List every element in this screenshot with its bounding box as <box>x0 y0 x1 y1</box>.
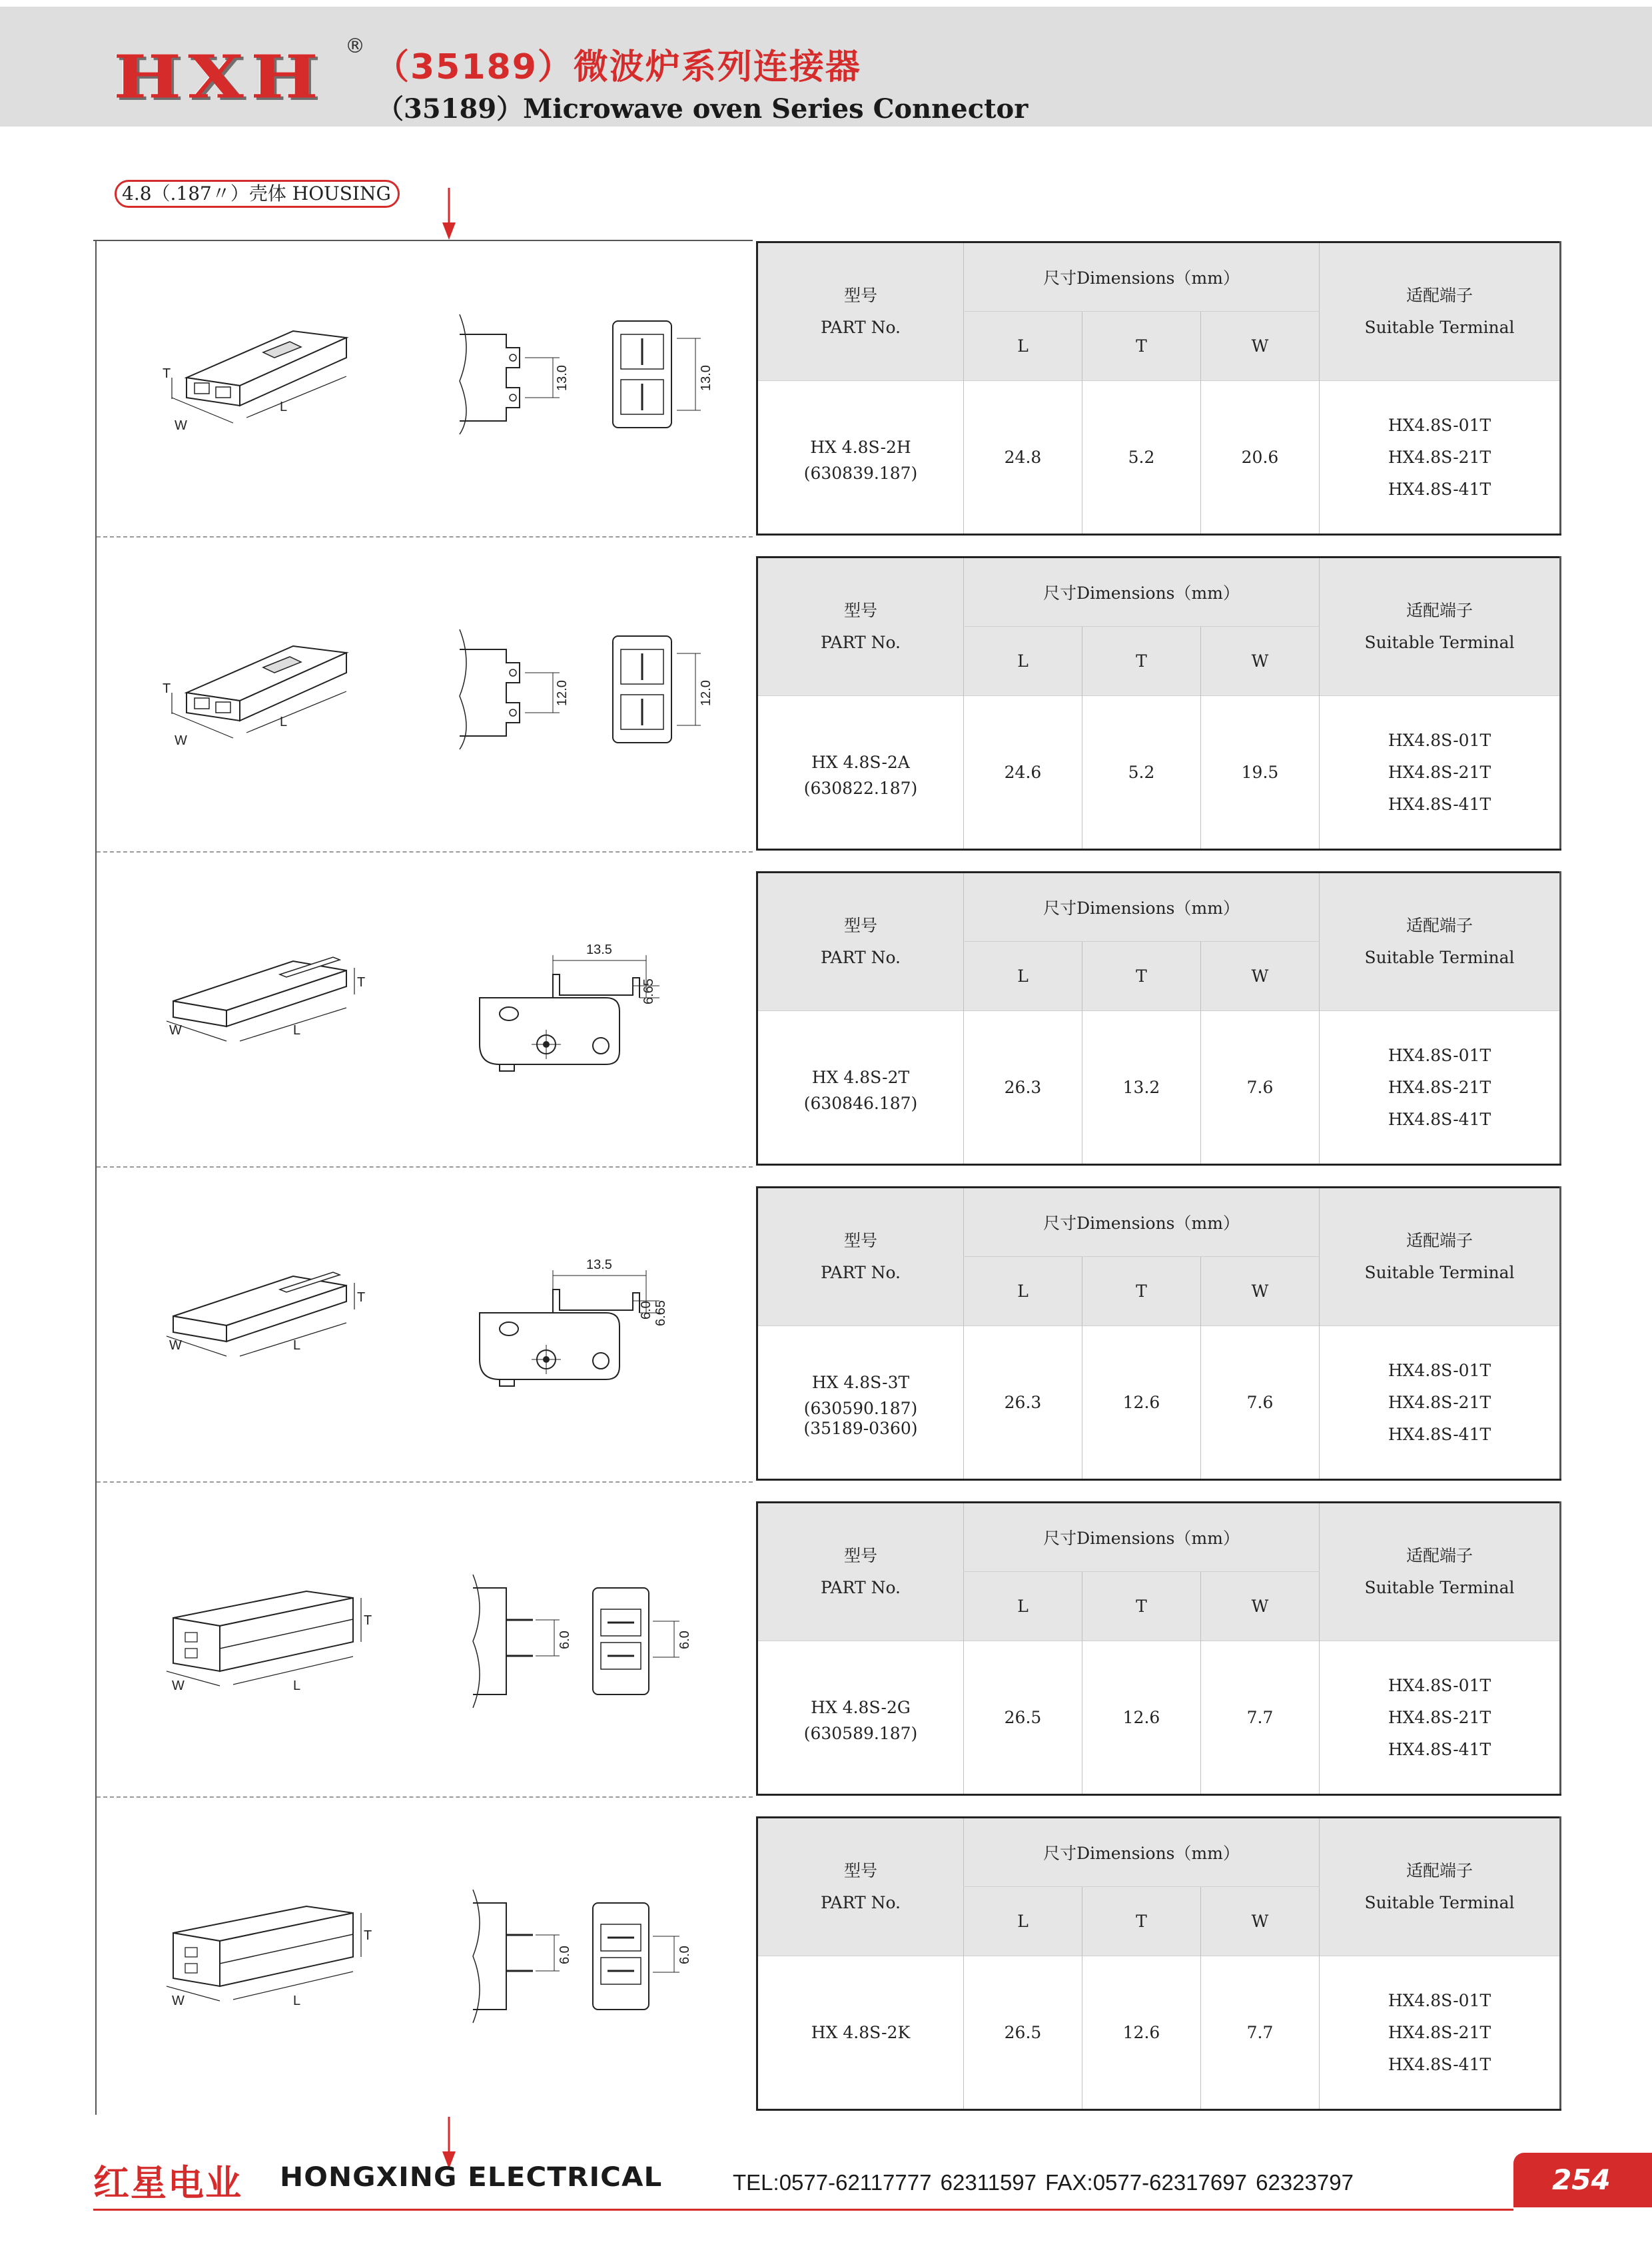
terminal-cell <box>1320 696 1561 850</box>
col-w-header: W <box>1201 1257 1320 1326</box>
housing-tech-drawing <box>453 1253 733 1399</box>
housing-tech-drawing <box>453 623 733 756</box>
tech-drawing-1 <box>453 308 733 444</box>
frame-top-line <box>93 240 753 241</box>
housing-iso-drawing <box>147 1263 373 1389</box>
iso-drawing-6 <box>147 1893 373 2022</box>
row-divider <box>97 1166 753 1168</box>
terminal-item: HX4.8S-01T <box>1388 415 1491 435</box>
part-code: (35189-0360) <box>803 1418 918 1438</box>
col-l-header: L <box>964 1887 1082 1956</box>
terminal-header: 适配端子 Suitable Terminal <box>1320 242 1561 381</box>
iso-dim-label: L <box>293 1023 301 1038</box>
tech-dim-label: 13.0 <box>555 365 570 391</box>
dimensions-header: 尺寸Dimensions（mm） <box>964 1503 1320 1572</box>
col-w-header: W <box>1201 1887 1320 1956</box>
spec-table <box>756 1816 1561 2111</box>
iso-dim-label: T <box>364 1928 372 1943</box>
iso-dim-label: T <box>357 975 366 990</box>
col-t-header: T <box>1082 1257 1201 1326</box>
tech-dim-label: 6.0 <box>558 1946 572 1964</box>
part-number: HX 4.8S-2H <box>810 437 911 457</box>
dim-t-value: 5.2 <box>1082 381 1201 535</box>
iso-dim-label: T <box>357 1290 366 1305</box>
iso-dim-label: L <box>293 1994 301 2008</box>
spec-table <box>756 241 1561 536</box>
col-t-header: T <box>1082 1887 1201 1956</box>
dim-w-value: 7.6 <box>1201 1011 1320 1165</box>
iso-dim-label: T <box>163 681 171 696</box>
page-number: 254 <box>1513 2153 1652 2207</box>
col-w-header: W <box>1201 312 1320 381</box>
terminal-item: HX4.8S-41T <box>1388 1424 1491 1444</box>
dim-t-value: 13.2 <box>1082 1011 1201 1165</box>
iso-dim-label: W <box>169 1338 182 1353</box>
tech-dim-label: 6.0 <box>558 1631 572 1649</box>
spec-table <box>756 556 1561 851</box>
iso-dim-label: T <box>163 366 171 381</box>
col-t-header: T <box>1082 312 1201 381</box>
dim-l-value: 26.5 <box>964 1641 1082 1795</box>
dim-l-value: 26.3 <box>964 1326 1082 1480</box>
part-number-cell <box>757 696 964 850</box>
row-divider <box>97 1796 753 1798</box>
frame-left-line <box>95 240 97 2115</box>
tech-dim-label: 13.0 <box>699 365 713 391</box>
iso-dim-label: W <box>169 1023 182 1038</box>
terminal-item: HX4.8S-21T <box>1388 2022 1491 2042</box>
part-no-header: 型号 PART No. <box>757 1188 964 1326</box>
terminal-cell <box>1320 1956 1561 2110</box>
dim-l-value: 24.6 <box>964 696 1082 850</box>
terminal-item: HX4.8S-21T <box>1388 1707 1491 1727</box>
dim-w-value: 19.5 <box>1201 696 1320 850</box>
row-divider <box>97 536 753 538</box>
dim-l-value: 24.8 <box>964 381 1082 535</box>
terminal-cell <box>1320 1326 1561 1480</box>
part-number: HX 4.8S-2A <box>811 752 910 772</box>
terminal-item: HX4.8S-01T <box>1388 1675 1491 1695</box>
housing-iso-drawing <box>147 1893 373 2020</box>
terminal-item: HX4.8S-21T <box>1388 762 1491 782</box>
part-number: HX 4.8S-3T <box>811 1372 910 1392</box>
tech-dim-label: 6.0 <box>639 1301 653 1319</box>
terminal-item: HX4.8S-21T <box>1388 447 1491 467</box>
col-t-header: T <box>1082 942 1201 1011</box>
terminal-header: 适配端子 Suitable Terminal <box>1320 1818 1561 1956</box>
part-code: (630590.187) <box>803 1398 918 1418</box>
terminal-item: HX4.8S-21T <box>1388 1392 1491 1412</box>
housing-tech-drawing <box>453 1568 733 1714</box>
spec-table <box>756 871 1561 1166</box>
part-number: HX 4.8S-2G <box>811 1697 911 1717</box>
tech-drawing-5 <box>453 1568 733 1717</box>
col-l-header: L <box>964 627 1082 696</box>
brand-name-en: HONGXING ELECTRICAL <box>280 2162 663 2193</box>
iso-dim-label: L <box>280 400 288 414</box>
spec-table-2 <box>756 556 1559 851</box>
dim-t-value: 5.2 <box>1082 696 1201 850</box>
dim-w-value: 7.7 <box>1201 1956 1320 2110</box>
dim-w-value: 7.7 <box>1201 1641 1320 1795</box>
housing-iso-drawing <box>147 948 373 1074</box>
part-code: (630839.187) <box>803 463 918 483</box>
part-number: HX 4.8S-2T <box>811 1067 910 1087</box>
part-number-cell <box>757 1641 964 1795</box>
dimensions-header: 尺寸Dimensions（mm） <box>964 1188 1320 1257</box>
col-w-header: W <box>1201 627 1320 696</box>
part-code: (630822.187) <box>803 778 918 798</box>
dimensions-header: 尺寸Dimensions（mm） <box>964 873 1320 942</box>
iso-drawing-1 <box>147 318 373 447</box>
dim-t-value: 12.6 <box>1082 1956 1201 2110</box>
spec-table-5 <box>756 1501 1559 1796</box>
col-t-header: T <box>1082 627 1201 696</box>
tech-drawing-3 <box>453 938 733 1087</box>
part-no-header: 型号 PART No. <box>757 558 964 696</box>
part-no-header: 型号 PART No. <box>757 1818 964 1956</box>
tech-dim-label: 6.65 <box>641 978 656 1004</box>
housing-tech-drawing <box>453 308 733 441</box>
tech-dim-label: 6.65 <box>653 1300 668 1326</box>
part-code: (630846.187) <box>803 1093 918 1113</box>
iso-drawing-4 <box>147 1263 373 1392</box>
iso-dim-label: L <box>293 1679 301 1693</box>
page-title-en: （35189）Microwave oven Series Connector <box>377 93 1029 125</box>
spec-table-3 <box>756 871 1559 1166</box>
footer-rule <box>93 2209 1513 2211</box>
tech-dim-label: 6.0 <box>677 1631 692 1649</box>
terminal-item: HX4.8S-01T <box>1388 1045 1491 1065</box>
iso-dim-label: L <box>280 715 288 729</box>
iso-dim-label: L <box>293 1338 301 1353</box>
dimensions-header: 尺寸Dimensions（mm） <box>964 1818 1320 1887</box>
terminal-item: HX4.8S-41T <box>1388 1109 1491 1129</box>
spec-table-4 <box>756 1186 1559 1481</box>
part-no-header: 型号 PART No. <box>757 873 964 1011</box>
col-w-header: W <box>1201 942 1320 1011</box>
terminal-cell <box>1320 1641 1561 1795</box>
brand-logo: HXH <box>113 43 325 112</box>
housing-tag: 4.8（.187〃）壳体 HOUSING <box>115 180 400 208</box>
terminal-item: HX4.8S-41T <box>1388 479 1491 499</box>
terminal-header: 适配端子 Suitable Terminal <box>1320 558 1561 696</box>
dim-l-value: 26.3 <box>964 1011 1082 1165</box>
tech-dim-label: 13.5 <box>586 942 612 957</box>
spec-table-6 <box>756 1816 1559 2111</box>
part-number: HX 4.8S-2K <box>811 2022 911 2042</box>
tech-dim-label: 13.5 <box>586 1258 612 1272</box>
part-number-cell <box>757 1956 964 2110</box>
housing-iso-drawing <box>147 633 373 759</box>
row-divider <box>97 851 753 853</box>
part-number-cell <box>757 1326 964 1480</box>
dim-t-value: 12.6 <box>1082 1326 1201 1480</box>
terminal-item: HX4.8S-01T <box>1388 730 1491 750</box>
tech-drawing-2 <box>453 623 733 759</box>
terminal-header: 适配端子 Suitable Terminal <box>1320 1188 1561 1326</box>
iso-drawing-3 <box>147 948 373 1077</box>
col-w-header: W <box>1201 1572 1320 1641</box>
registered-mark: ® <box>345 35 365 58</box>
iso-drawing-5 <box>147 1578 373 1707</box>
terminal-cell <box>1320 381 1561 535</box>
tech-dim-label: 12.0 <box>555 680 570 706</box>
brand-name-cn: 红星电业 <box>93 2162 242 2204</box>
dimensions-header: 尺寸Dimensions（mm） <box>964 558 1320 627</box>
page-title-cn: （35189）微波炉系列连接器 <box>374 47 861 87</box>
tech-drawing-6 <box>453 1883 733 2032</box>
iso-dim-label: T <box>364 1613 372 1628</box>
tech-dim-label: 12.0 <box>699 680 713 706</box>
housing-iso-drawing <box>147 1578 373 1704</box>
tech-dim-label: 6.0 <box>677 1946 692 1964</box>
part-number-cell <box>757 1011 964 1165</box>
dim-l-value: 26.5 <box>964 1956 1082 2110</box>
terminal-item: HX4.8S-01T <box>1388 1360 1491 1380</box>
part-code: (630589.187) <box>803 1723 918 1743</box>
terminal-item: HX4.8S-41T <box>1388 2054 1491 2074</box>
dim-w-value: 7.6 <box>1201 1326 1320 1480</box>
part-number-cell <box>757 381 964 535</box>
housing-iso-drawing <box>147 318 373 444</box>
tech-drawing-4 <box>453 1253 733 1402</box>
terminal-header: 适配端子 Suitable Terminal <box>1320 1503 1561 1641</box>
housing-tech-drawing <box>453 938 733 1084</box>
iso-dim-label: W <box>175 418 187 433</box>
arrow-down-icon <box>439 188 459 241</box>
col-l-header: L <box>964 312 1082 381</box>
page-header <box>0 7 1652 127</box>
terminal-item: HX4.8S-21T <box>1388 1077 1491 1097</box>
iso-dim-label: W <box>172 1994 185 2008</box>
part-no-header: 型号 PART No. <box>757 1503 964 1641</box>
iso-dim-label: W <box>172 1679 185 1693</box>
dim-w-value: 20.6 <box>1201 381 1320 535</box>
contact-info: TEL:0577-62117777 62311597 FAX:0577-62317697 62323797 <box>733 2170 1354 2195</box>
terminal-item: HX4.8S-41T <box>1388 794 1491 814</box>
dim-t-value: 12.6 <box>1082 1641 1201 1795</box>
col-t-header: T <box>1082 1572 1201 1641</box>
spec-table-1 <box>756 241 1559 536</box>
iso-drawing-2 <box>147 633 373 762</box>
iso-dim-label: W <box>175 733 187 748</box>
spec-table <box>756 1186 1561 1481</box>
dimensions-header: 尺寸Dimensions（mm） <box>964 242 1320 312</box>
row-divider <box>97 1481 753 1483</box>
spec-table <box>756 1501 1561 1796</box>
terminal-item: HX4.8S-01T <box>1388 1990 1491 2010</box>
terminal-item: HX4.8S-41T <box>1388 1739 1491 1759</box>
terminal-cell <box>1320 1011 1561 1165</box>
part-no-header: 型号 PART No. <box>757 242 964 381</box>
col-l-header: L <box>964 1257 1082 1326</box>
terminal-header: 适配端子 Suitable Terminal <box>1320 873 1561 1011</box>
housing-tech-drawing <box>453 1883 733 2030</box>
col-l-header: L <box>964 1572 1082 1641</box>
col-l-header: L <box>964 942 1082 1011</box>
